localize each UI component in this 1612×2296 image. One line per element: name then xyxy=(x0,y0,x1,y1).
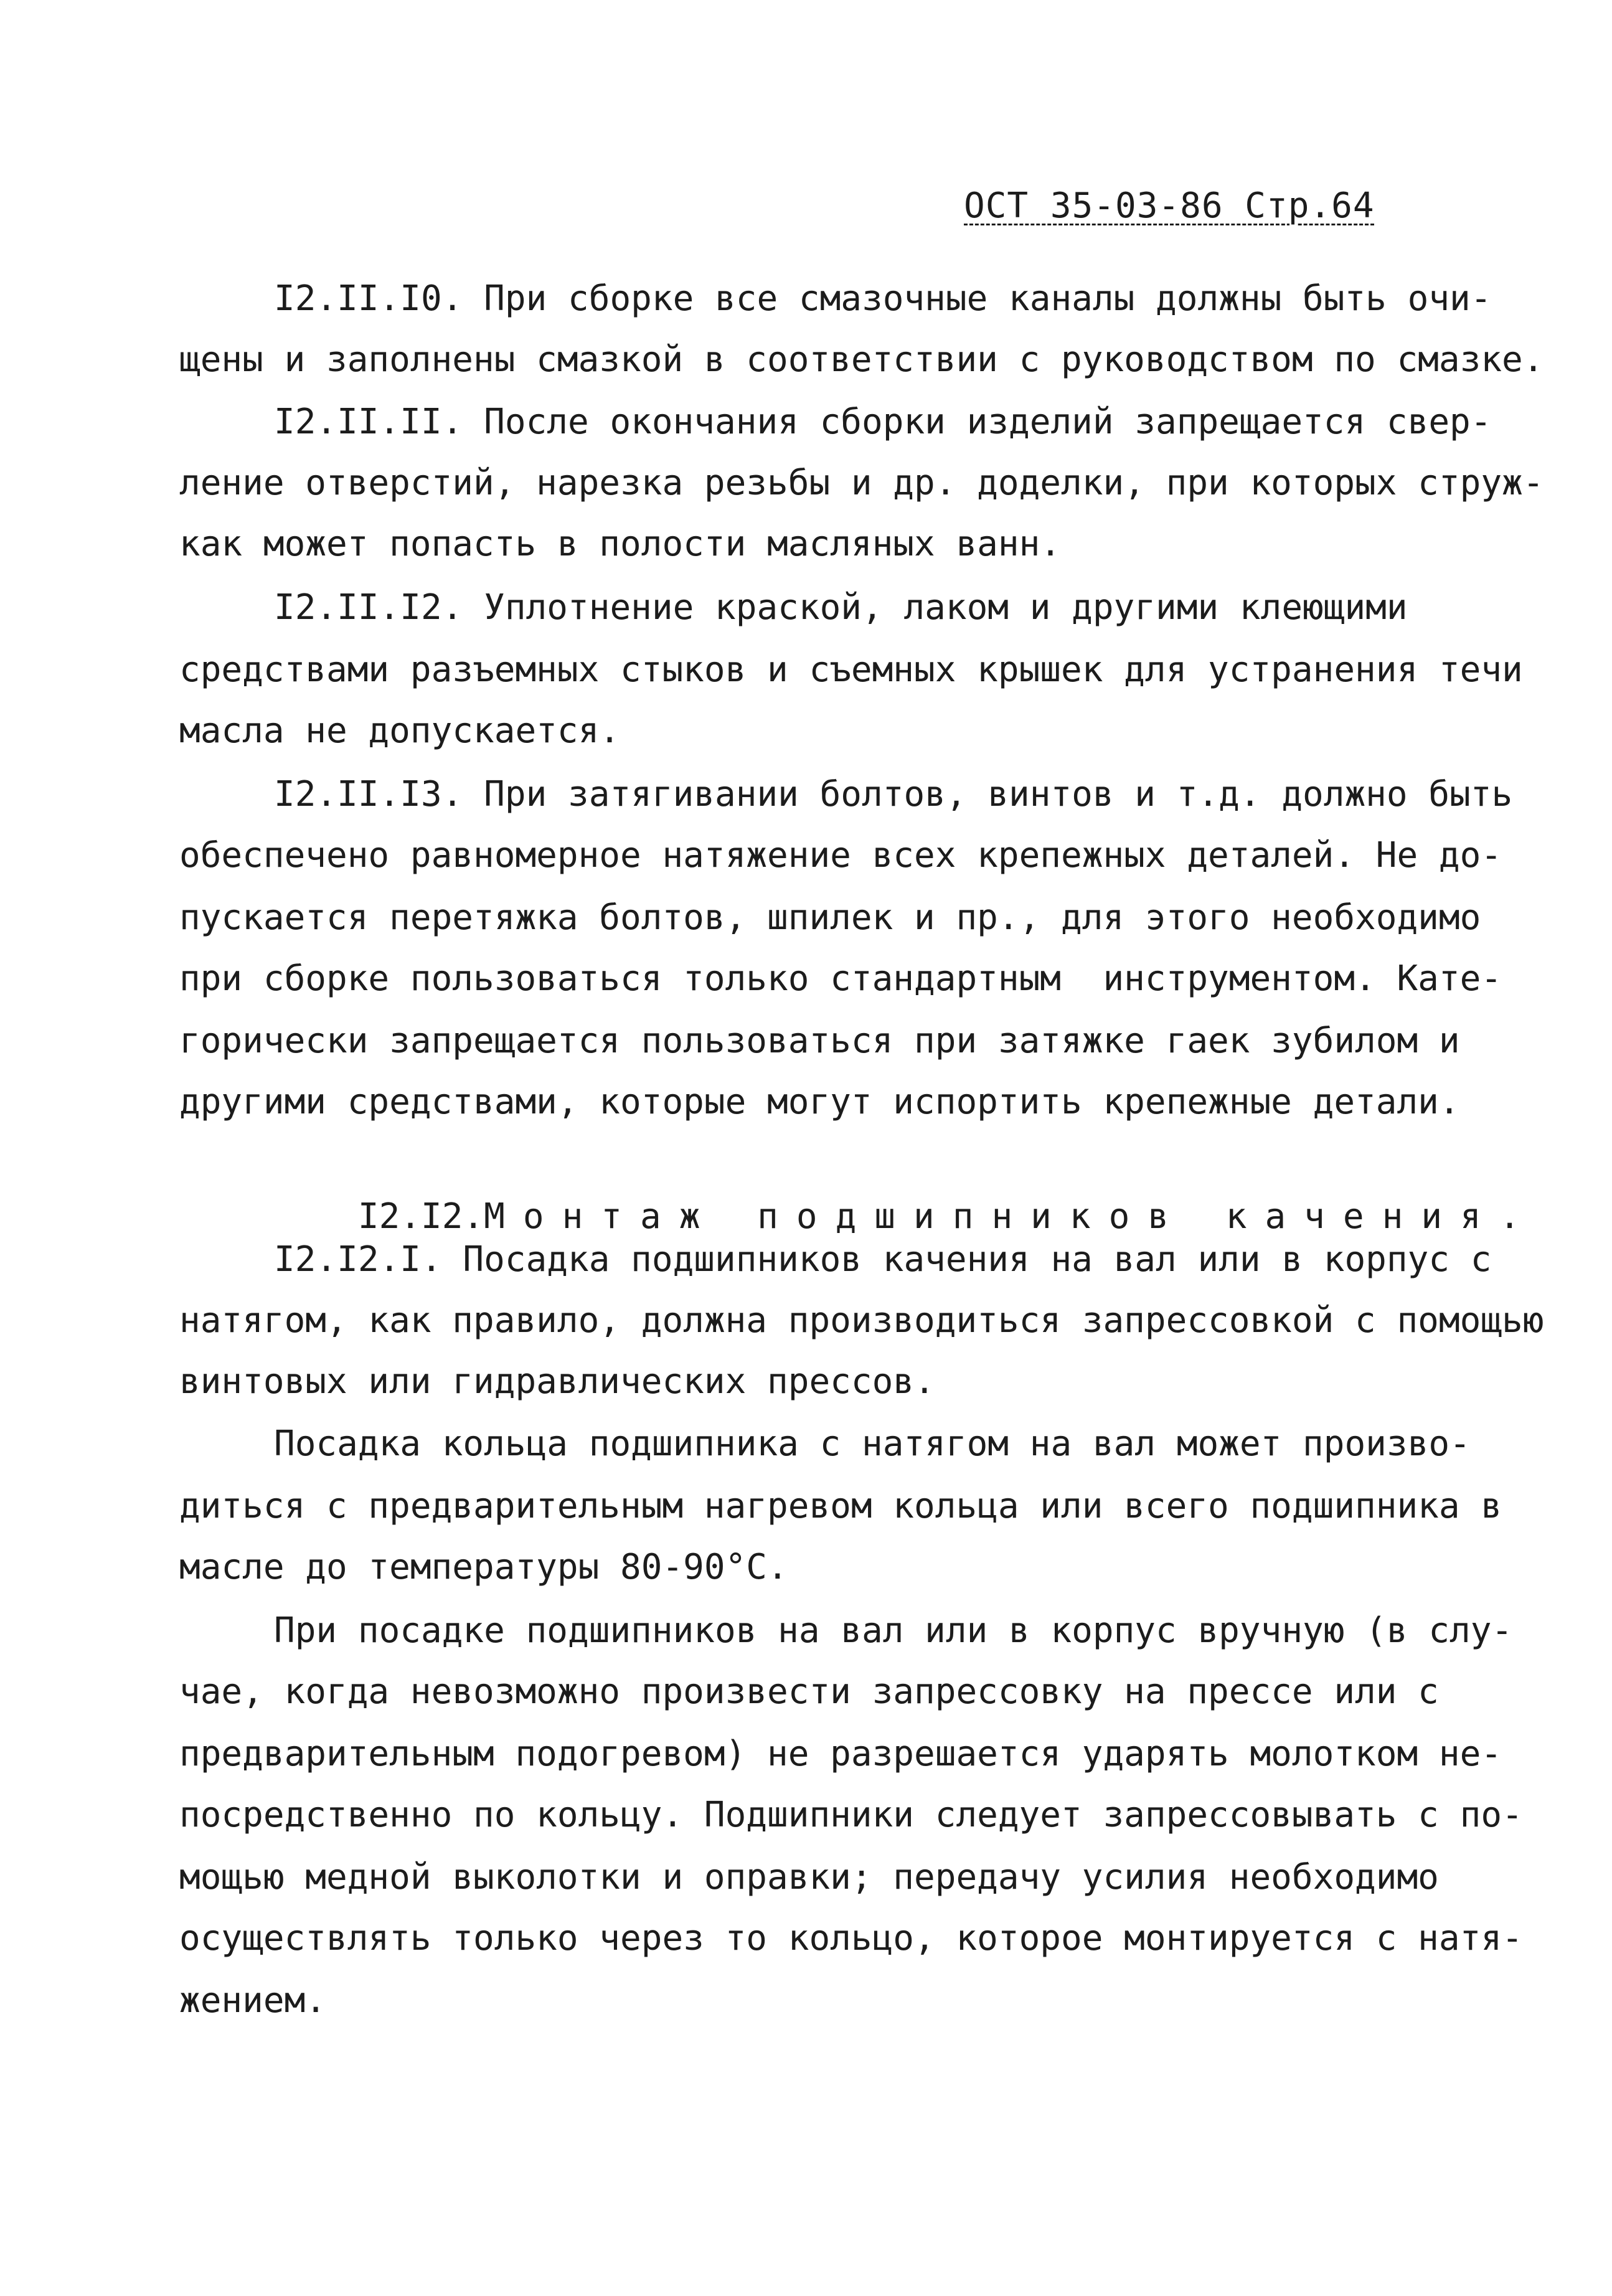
paragraph-line: при сборке пользоваться только стандартным инструментом. Кате- xyxy=(179,958,1502,999)
paragraph-line: пускается перетяжка болтов, шпилек и пр., для этого необходимо xyxy=(179,897,1481,938)
paragraph-line: посредственно по кольцу. Подшипники следует запрессовывать с по- xyxy=(179,1795,1523,1835)
paragraph-line: чае, когда невозможно произвести запрессовку на прессе или с xyxy=(179,1671,1439,1712)
paragraph-line: I2.II.I0. При сборке все смазочные каналы должны быть очи- xyxy=(274,278,1492,319)
paragraph-line: ление отверстий, нарезка резьбы и др. доделки, при которых струж- xyxy=(179,463,1544,503)
paragraph-line: натягом, как правило, должна производиться запрессовкой с помощью xyxy=(179,1300,1544,1341)
paragraph-line: обеспечено равномерное натяжение всех крепежных деталей. Не до- xyxy=(179,835,1502,876)
paragraph-line: масла не допускается. xyxy=(179,711,621,751)
paragraph-line: горически запрещается пользоваться при затяжке гаек зубилом и xyxy=(179,1021,1460,1061)
paragraph-line: щены и заполнены смазкой в соответствии с руководством по смазке. xyxy=(179,339,1544,380)
paragraph-line: Посадка кольца подшипника с натягом на вал может произво- xyxy=(274,1424,1471,1464)
paragraph-line: жением. xyxy=(179,1980,327,2021)
section-title: Монтаж подшипников качения. xyxy=(484,1196,1539,1237)
paragraph-line: I2.II.I2. Уплотнение краской, лаком и другими клеющими xyxy=(274,587,1408,628)
paragraph-line: винтовых или гидравлических прессов. xyxy=(179,1361,935,1402)
paragraph-line: предварительным подогревом) не разрешается ударять молотком не- xyxy=(179,1734,1502,1774)
paragraph-line: другими средствами, которые могут испортить крепежные детали. xyxy=(179,1082,1460,1122)
paragraph-line: мощью медной выколотки и оправки; передачу усилия необходимо xyxy=(179,1857,1439,1897)
page-header: ОСТ 35-03-86 Стр.64 xyxy=(964,186,1375,226)
paragraph-line: как может попасть в полости масляных ванн. xyxy=(179,524,1062,564)
section-number: I2.I2. xyxy=(357,1196,484,1237)
paragraph-line: диться с предварительным нагревом кольца или всего подшипника в xyxy=(179,1486,1502,1526)
paragraph-line: I2.II.I3. При затягивании болтов, винтов и т.д. должно быть xyxy=(274,774,1513,815)
paragraph-line: При посадке подшипников на вал или в корпус вручную (в слу- xyxy=(274,1610,1513,1651)
paragraph-line: I2.II.II. После окончания сборки изделий запрещается свер- xyxy=(274,402,1492,442)
paragraph-line: средствами разъемных стыков и съемных крышек для устранения течи xyxy=(179,650,1523,690)
paragraph-line: I2.I2.I. Посадка подшипников качения на вал или в корпус с xyxy=(274,1239,1492,1280)
paragraph-line: осуществлять только через то кольцо, которое монтируется с натя- xyxy=(179,1918,1523,1958)
paragraph-line: масле до температуры 80-90°С. xyxy=(179,1547,788,1587)
